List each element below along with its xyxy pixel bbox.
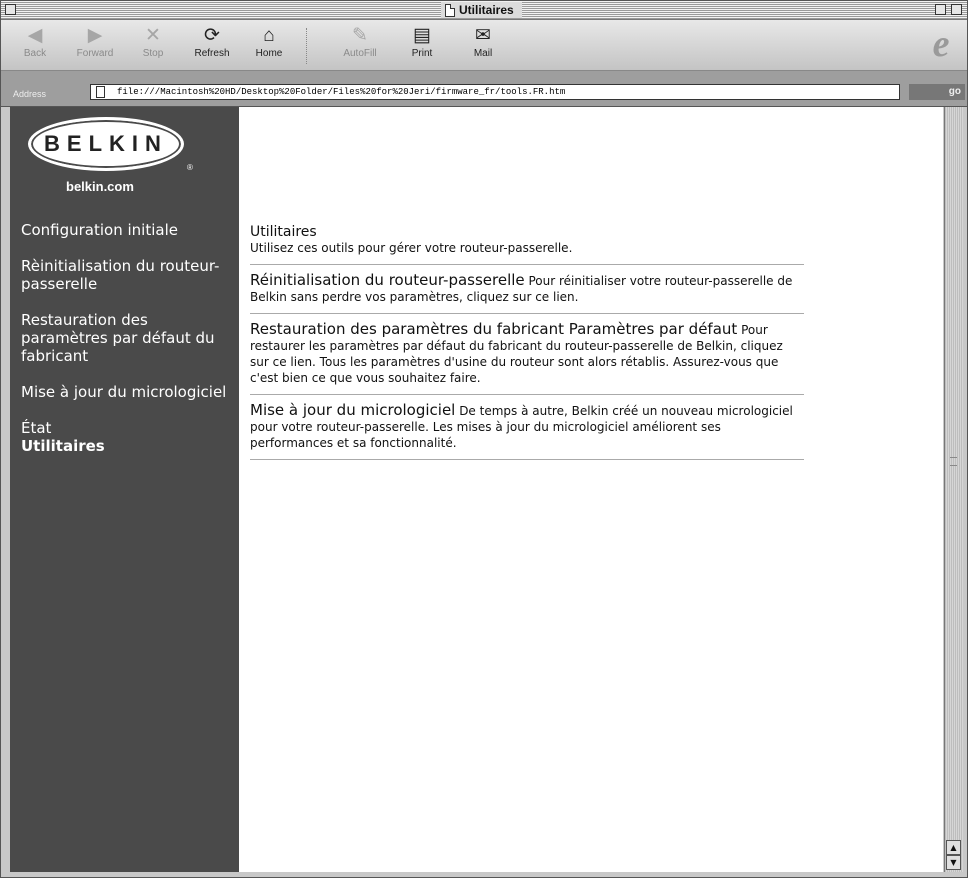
sidebar-item-firmware-update[interactable]: Mise à jour du micrologiciel <box>21 383 227 401</box>
sidebar-item-utilities[interactable]: Utilitaires <box>21 437 105 455</box>
refresh-button[interactable]: ⟳ Refresh <box>186 24 238 68</box>
refresh-icon: ⟳ <box>204 25 220 46</box>
stop-x-icon: ✕ <box>145 25 161 46</box>
address-input[interactable] <box>90 84 900 100</box>
logo-text: BELKIN <box>44 131 168 156</box>
address-label: Address <box>13 89 47 99</box>
window-title: Utilitaires <box>459 3 514 17</box>
main-content <box>250 224 804 460</box>
ie-logo-icon: e <box>932 23 950 65</box>
toolbar-separator <box>306 28 308 64</box>
sidebar-nav <box>21 221 231 473</box>
print-button[interactable]: ▤ Print <box>396 24 448 68</box>
header-section <box>250 224 804 265</box>
window-title-area <box>441 2 522 18</box>
printer-icon: ▤ <box>413 25 431 46</box>
address-bar <box>1 71 967 107</box>
close-box-icon[interactable] <box>5 4 16 15</box>
section-title-link[interactable]: Mise à jour du micrologiciel <box>250 401 456 419</box>
logo-site-link[interactable]: belkin.com <box>66 179 134 194</box>
section-restore-defaults <box>250 314 804 395</box>
page-title: Utilitaires <box>250 224 317 240</box>
section-firmware-update <box>250 395 804 460</box>
mail-icon: ✉ <box>475 25 491 46</box>
sidebar <box>10 107 239 872</box>
address-url: file:///Macintosh%20HD/Desktop%20Folder/Files%20for%20Jeri/firmware_fr/tools.FR.htm <box>117 87 566 97</box>
section-title-link[interactable]: Réinitialisation du routeur-passerelle <box>250 271 525 289</box>
go-label: go <box>948 86 961 97</box>
forward-arrow-icon: ▶ <box>87 25 103 46</box>
scrollbar-grip <box>950 457 957 466</box>
title-bar[interactable] <box>1 1 967 20</box>
registered-mark: ® <box>187 163 193 172</box>
browser-toolbar <box>1 20 967 71</box>
section-text: De temps à autre, Belkin créé un nouveau micrologiciel pour votre routeur-passerelle. Les mises à jour du micrologiciel améliorent ses performances et sa fonctionnalité. <box>250 404 793 450</box>
document-icon <box>96 86 105 98</box>
page-content <box>10 107 943 872</box>
vertical-scrollbar[interactable] <box>944 107 963 872</box>
page-description: Utilisez ces outils pour gérer votre routeur-passerelle. <box>250 241 573 255</box>
sidebar-item-status[interactable]: État <box>21 419 52 437</box>
home-button[interactable]: ⌂ Home <box>243 24 295 68</box>
section-title-link[interactable]: Restauration des paramètres du fabricant Paramètres par défaut <box>250 320 738 338</box>
section-text: Pour réinitialiser votre routeur-passerelle de Belkin sans perdre vos paramètres, cliquez sur ce lien. <box>250 274 793 304</box>
document-icon <box>445 4 455 17</box>
section-reset-router <box>250 265 804 314</box>
mail-button[interactable]: ✉ Mail <box>457 24 509 68</box>
autofill-icon: ✎ <box>352 25 368 46</box>
forward-button[interactable]: ▶ Forward <box>69 24 121 68</box>
sidebar-item-configuration[interactable]: Configuration initiale <box>21 221 178 239</box>
sidebar-item-restore-defaults[interactable]: Restauration des paramètres par défaut du fabricant <box>21 311 215 365</box>
sidebar-item-reset-router[interactable]: Rèinitialisation du routeur-passerelle <box>21 257 220 293</box>
section-text: Pour restaurer les paramètres par défaut du fabricant du routeur-passerelle de Belkin, cliquez sur ce lien. Tous les paramètres d'usine du routeur sont alors rétablis. Assurez-vous que c'est bien ce que vous souhaitez faire. <box>250 323 783 385</box>
back-arrow-icon: ◀ <box>27 25 43 46</box>
scroll-up-icon[interactable]: ▲ <box>946 840 961 855</box>
back-button[interactable]: ◀ Back <box>9 24 61 68</box>
home-icon: ⌂ <box>263 25 275 46</box>
scroll-down-icon[interactable]: ▼ <box>946 855 961 870</box>
collapse-box-icon[interactable] <box>951 4 962 15</box>
go-button[interactable] <box>909 84 965 100</box>
belkin-logo[interactable] <box>28 117 184 171</box>
stop-button[interactable]: ✕ Stop <box>127 24 179 68</box>
autofill-button[interactable]: ✎ AutoFill <box>334 24 386 68</box>
zoom-box-icon[interactable] <box>935 4 946 15</box>
